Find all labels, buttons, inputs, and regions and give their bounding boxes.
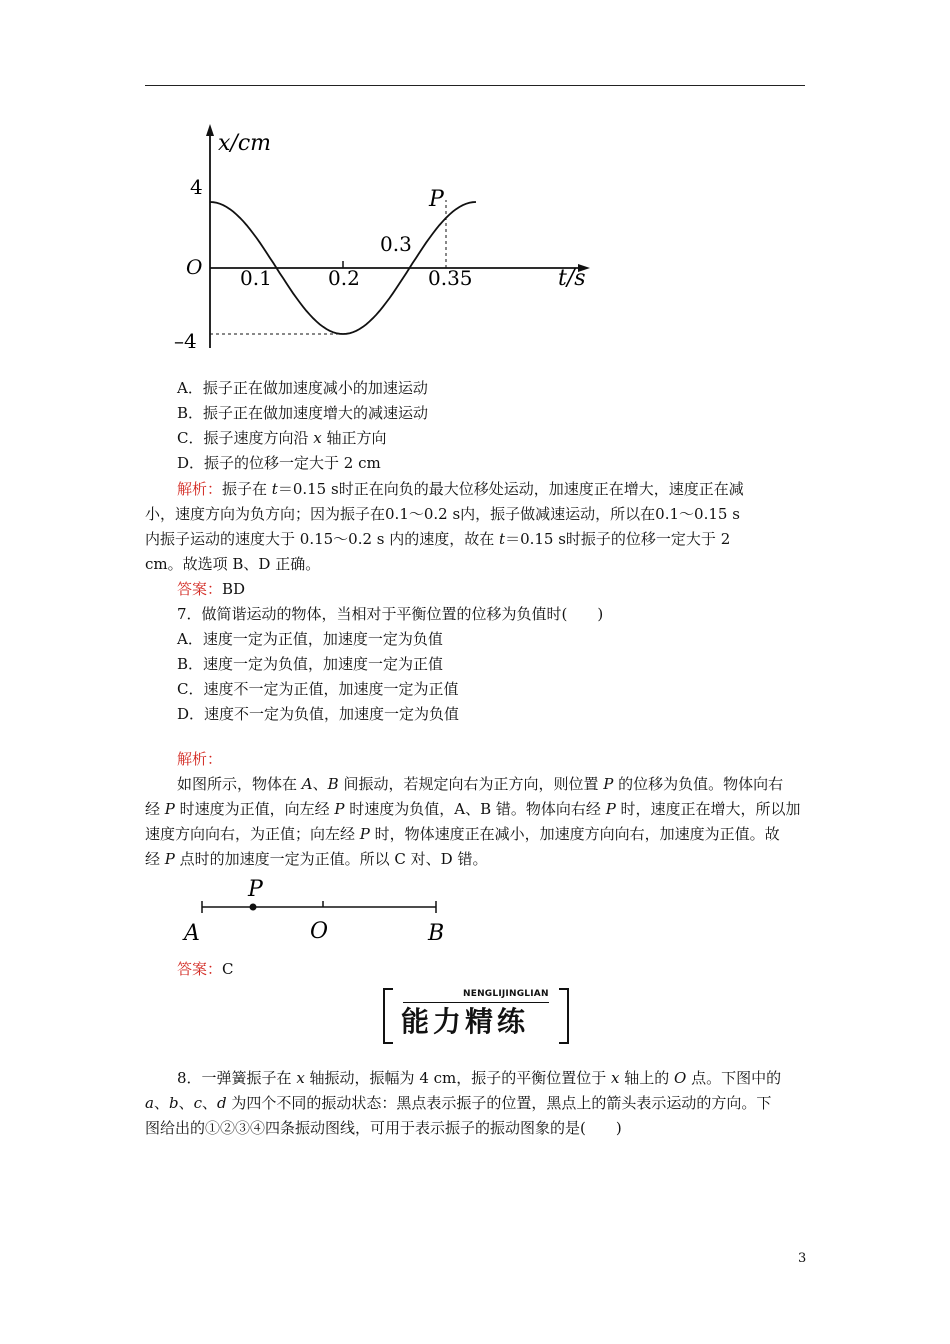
q7-analysis-line-4: 经 P 点时的加速度一定为正值。所以 C 对、D 错。: [145, 850, 488, 868]
q6-answer: 答案：BD: [177, 580, 246, 598]
q6-analysis-line-4: cm。故选项 B、D 正确。: [145, 555, 321, 573]
q6-option-b: B．振子正在做加速度增大的减速运动: [177, 404, 429, 422]
x-tick-0.3: 0.3: [380, 232, 412, 256]
point-p-dot: [250, 904, 257, 911]
q6-analysis-line-2: 小，速度方向为负方向；因为振子在0.1～0.2 s内，振子做减速运动，所以在0.1～0.15 s: [145, 505, 740, 523]
q7-option-d: D．速度不一定为负值，加速度一定为负值: [177, 705, 460, 723]
page-number: 3: [798, 1251, 807, 1266]
q7-option-a: A．速度一定为正值，加速度一定为负值: [177, 630, 443, 648]
x-tick-0.1: 0.1: [240, 266, 272, 290]
banner-divider: [403, 1002, 549, 1003]
q7-analysis-line-3: 速度方向向右，为正值；向左经 P 时，物体速度正在减小，加速度方向向右，加速度为正值。故: [145, 825, 780, 843]
q6-option-a: A．振子正在做加速度减小的加速运动: [177, 379, 428, 397]
y-axis-arrow-icon: [206, 124, 214, 136]
q7-analysis-line-1: 如图所示，物体在 A、B 间振动，若规定向右为正方向，则位置 P 的位移为负值。物体向右: [177, 775, 784, 793]
left-bracket: [383, 988, 393, 1044]
q6-analysis-line-1: 解析：振子在 t＝0.15 s时正在向负的最大位移处运动，加速度正在增大，速度正在减: [177, 480, 744, 498]
q6-analysis-line-3: 内振子运动的速度大于 0.15～0.2 s 内的速度，故在 t＝0.15 s时振子的位移一定大于 2: [145, 530, 731, 548]
banner-title: 能力精练: [401, 1005, 530, 1038]
label-p: P: [248, 877, 263, 902]
header-rule: [145, 85, 805, 86]
section-banner: [383, 988, 569, 1042]
y-tick-neg: –4: [174, 329, 197, 353]
q7-stem: 7．做简谐运动的物体，当相对于平衡位置的位移为负值时( ): [177, 605, 604, 623]
q8-line-3: 图给出的①②③④四条振动图线，可用于表示振子的振动图象的是( ): [145, 1119, 622, 1137]
q7-option-c: C．速度不一定为正值，加速度一定为正值: [177, 680, 459, 698]
vibration-graph: [170, 120, 610, 360]
x-tick-0.35: 0.35: [428, 266, 473, 290]
right-bracket: [559, 988, 569, 1044]
oscillation-line-figure: [178, 874, 468, 949]
x-tick-0.2: 0.2: [328, 266, 360, 290]
label-o: O: [310, 919, 329, 944]
x-axis-label: t/s: [558, 266, 586, 291]
q7-option-b: B．速度一定为负值，加速度一定为正值: [177, 655, 444, 673]
q7-analysis-line-2: 经 P 时速度为正值，向左经 P 时速度为负值，A、B 错。物体向右经 P 时，速度正在增大，所以加: [145, 800, 801, 818]
label-a: A: [184, 921, 200, 946]
q7-analysis-label: 解析：: [177, 750, 223, 768]
q8-line-1: 8．一弹簧振子在 x 轴振动，振幅为 4 cm，振子的平衡位置位于 x 轴上的 O 点。下图中的: [177, 1069, 782, 1087]
origin-label: O: [186, 255, 203, 279]
q6-option-d: D．振子的位移一定大于 2 cm: [177, 454, 381, 472]
y-axis-label: x/cm: [218, 131, 272, 156]
point-p-label: P: [429, 187, 444, 212]
q7-answer: 答案：C: [177, 960, 234, 978]
q6-option-c: C．振子速度方向沿 x 轴正方向: [177, 429, 387, 447]
banner-subtitle: NENGLIJINGLIAN: [463, 989, 549, 999]
label-b: B: [428, 921, 445, 946]
y-tick-pos: 4: [190, 175, 203, 199]
q8-line-2: a、b、c、d 为四个不同的振动状态：黑点表示振子的位置，黑点上的箭头表示运动的方向。下: [145, 1094, 772, 1112]
